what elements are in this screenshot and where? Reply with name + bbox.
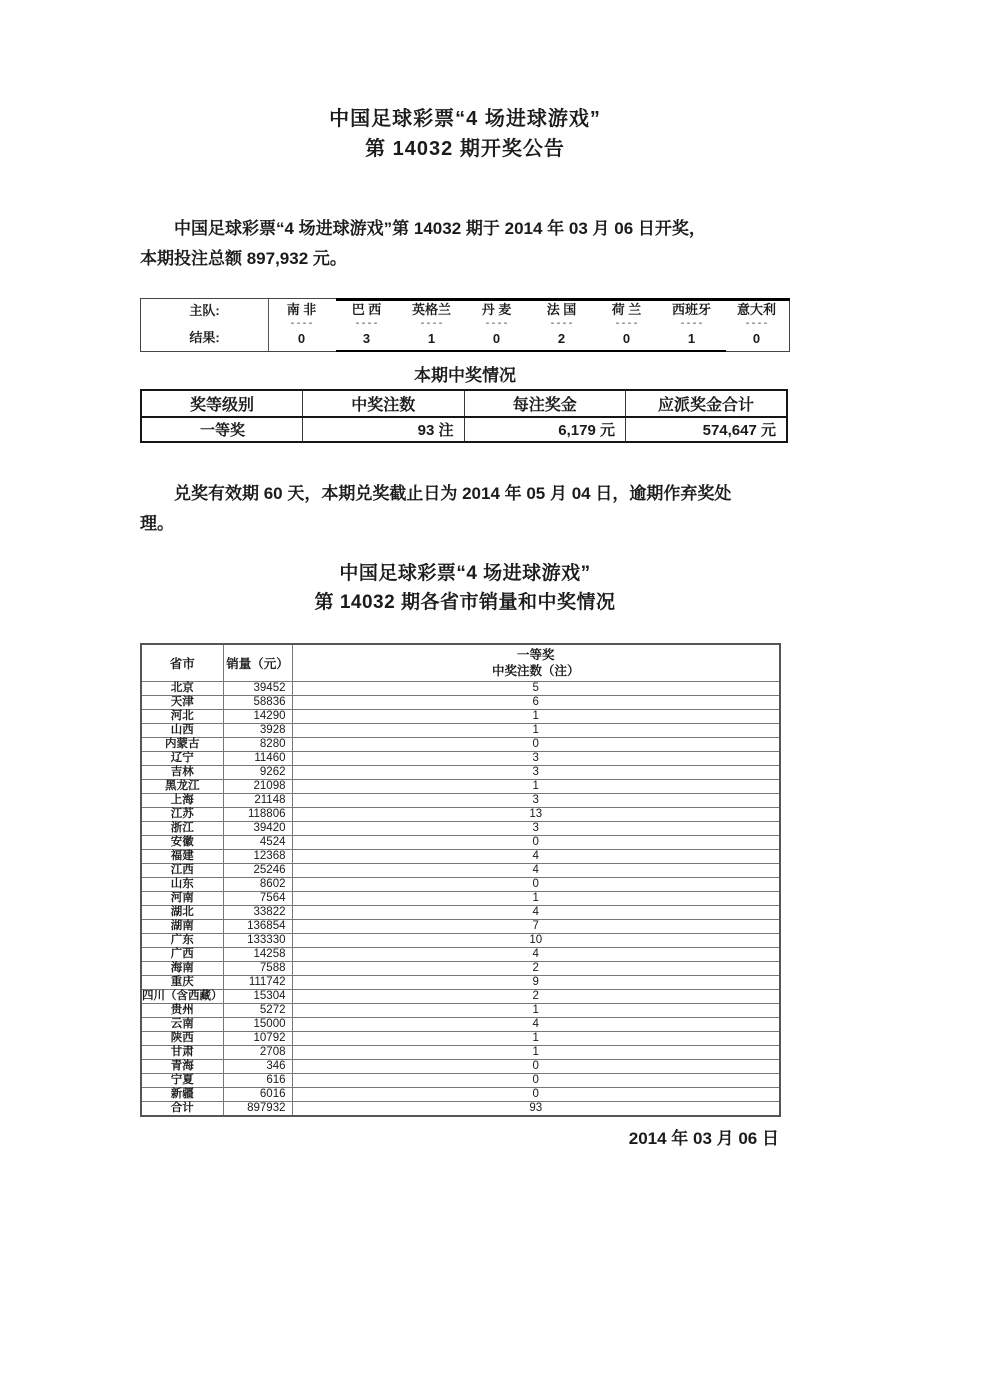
winning-bets-cell: 1 xyxy=(292,723,780,737)
separator-dashes: ---- xyxy=(614,318,639,330)
team-name: 荷 兰 xyxy=(611,302,642,317)
table-row xyxy=(141,877,780,891)
winning-bets-cell: 4 xyxy=(292,863,780,877)
match-column xyxy=(594,299,659,351)
sales-cell: 7564 xyxy=(223,891,292,905)
match-result: 1 xyxy=(687,331,696,346)
team-name: 英格兰 xyxy=(411,302,451,317)
winning-bets-cell: 2 xyxy=(292,961,780,975)
match-table-labels xyxy=(141,299,269,351)
province-cell: 合计 xyxy=(141,1101,223,1116)
sales-cell: 111742 xyxy=(223,975,292,989)
sales-cell: 346 xyxy=(223,1059,292,1073)
separator-dashes: ---- xyxy=(744,318,769,330)
province-cell: 湖北 xyxy=(141,905,223,919)
province-cell: 江苏 xyxy=(141,807,223,821)
prize-header-row xyxy=(141,390,787,417)
sales-cell: 58836 xyxy=(223,695,292,709)
scan-thick-border-top xyxy=(336,298,790,301)
table-row xyxy=(141,975,780,989)
table-row xyxy=(141,947,780,961)
province-cell: 黑龙江 xyxy=(141,779,223,793)
province-header: 省市 xyxy=(141,644,223,681)
province-cell: 河南 xyxy=(141,891,223,905)
table-row xyxy=(141,737,780,751)
table-row xyxy=(141,779,780,793)
winning-bets-cell: 4 xyxy=(292,947,780,961)
prize-header-total: 应派奖金合计 xyxy=(626,390,788,417)
winning-bets-cell: 3 xyxy=(292,793,780,807)
team-name: 南 非 xyxy=(286,302,317,317)
sales-cell: 10792 xyxy=(223,1031,292,1045)
sales-cell: 11460 xyxy=(223,751,292,765)
province-table-body xyxy=(141,681,780,1116)
table-row xyxy=(141,751,780,765)
province-title-line-2: 第 14032 期各省市销量和中奖情况 xyxy=(314,592,616,613)
winning-bets-cell: 13 xyxy=(292,807,780,821)
prize-data-row xyxy=(141,417,787,442)
sales-cell: 3928 xyxy=(223,723,292,737)
province-cell: 吉林 xyxy=(141,765,223,779)
announcement-title xyxy=(140,0,790,164)
prize-header-count: 中奖注数 xyxy=(303,390,465,417)
winning-bets-cell: 93 xyxy=(292,1101,780,1116)
winning-bets-cell: 7 xyxy=(292,919,780,933)
match-result: 3 xyxy=(362,331,371,346)
province-cell: 内蒙古 xyxy=(141,737,223,751)
sales-cell: 15000 xyxy=(223,1017,292,1031)
province-cell: 宁夏 xyxy=(141,1073,223,1087)
province-cell: 海南 xyxy=(141,961,223,975)
redeem-paragraph xyxy=(140,479,790,539)
sales-cell: 39452 xyxy=(223,681,292,695)
sales-cell: 9262 xyxy=(223,765,292,779)
province-header-row xyxy=(141,644,780,681)
sales-cell: 897932 xyxy=(223,1101,292,1116)
document-page xyxy=(140,0,790,1149)
prize-total-value: 574,647 元 xyxy=(626,417,788,442)
province-cell: 山西 xyxy=(141,723,223,737)
table-row xyxy=(141,723,780,737)
sales-cell: 14290 xyxy=(223,709,292,723)
province-cell: 江西 xyxy=(141,863,223,877)
winning-bets-cell: 3 xyxy=(292,751,780,765)
sales-cell: 5272 xyxy=(223,1003,292,1017)
table-row xyxy=(141,863,780,877)
prize-section-title: 本期中奖情况 xyxy=(414,366,516,385)
match-column xyxy=(334,299,399,351)
separator-dashes: ---- xyxy=(354,318,379,330)
province-cell: 陕西 xyxy=(141,1031,223,1045)
sales-cell: 39420 xyxy=(223,821,292,835)
province-cell: 安徽 xyxy=(141,835,223,849)
prize-count-value: 93 注 xyxy=(303,417,465,442)
separator-dashes: ---- xyxy=(484,318,509,330)
table-row xyxy=(141,681,780,695)
winning-bets-cell: 0 xyxy=(292,1087,780,1101)
redeem-line-1: 兑奖有效期 60 天，本期兑奖截止日为 2014 年 05 月 04 日，逾期作弃奖处 xyxy=(174,484,732,503)
sales-cell: 21148 xyxy=(223,793,292,807)
winning-bets-cell: 1 xyxy=(292,1003,780,1017)
intro-line-2: 本期投注总额 897,932 元。 xyxy=(140,249,347,268)
separator-dashes: ---- xyxy=(679,318,704,330)
winning-bets-cell: 1 xyxy=(292,779,780,793)
sales-cell: 136854 xyxy=(223,919,292,933)
table-row xyxy=(141,821,780,835)
table-row xyxy=(141,933,780,947)
sales-cell: 8602 xyxy=(223,877,292,891)
match-results-table xyxy=(140,298,790,352)
document-date: 2014 年 03 月 06 日 xyxy=(628,1128,779,1148)
province-cell: 湖南 xyxy=(141,919,223,933)
scan-thick-border-bottom xyxy=(336,350,726,353)
team-name: 法 国 xyxy=(546,302,577,317)
province-cell: 浙江 xyxy=(141,821,223,835)
table-row xyxy=(141,1073,780,1087)
table-row xyxy=(141,793,780,807)
result-label: 结果: xyxy=(189,330,220,345)
province-cell: 重庆 xyxy=(141,975,223,989)
winning-bets-cell: 1 xyxy=(292,1031,780,1045)
sales-cell: 133330 xyxy=(223,933,292,947)
match-column xyxy=(399,299,464,351)
intro-paragraph xyxy=(140,214,790,274)
separator-dashes: ---- xyxy=(419,318,444,330)
province-cell: 新疆 xyxy=(141,1087,223,1101)
first-prize-header-line1: 一等奖 xyxy=(516,647,555,662)
table-row xyxy=(141,919,780,933)
winning-bets-cell: 2 xyxy=(292,989,780,1003)
sales-cell: 12368 xyxy=(223,849,292,863)
match-column xyxy=(529,299,594,351)
sales-cell: 118806 xyxy=(223,807,292,821)
home-team-label: 主队: xyxy=(189,303,220,318)
province-cell: 云南 xyxy=(141,1017,223,1031)
match-result: 1 xyxy=(427,331,436,346)
table-row xyxy=(141,1059,780,1073)
winning-bets-cell: 0 xyxy=(292,877,780,891)
province-cell: 贵州 xyxy=(141,1003,223,1017)
table-row xyxy=(141,709,780,723)
winning-bets-cell: 0 xyxy=(292,1059,780,1073)
prize-per-bet-value: 6,179 元 xyxy=(464,417,626,442)
table-row xyxy=(141,961,780,975)
sales-cell: 8280 xyxy=(223,737,292,751)
table-row xyxy=(141,1031,780,1045)
table-row xyxy=(141,835,780,849)
match-columns xyxy=(269,299,789,351)
province-cell: 广东 xyxy=(141,933,223,947)
winning-bets-cell: 10 xyxy=(292,933,780,947)
table-row xyxy=(141,891,780,905)
intro-line-1: 中国足球彩票“4 场进球游戏”第 14032 期于 2014 年 03 月 06 日开奖， xyxy=(174,219,706,238)
team-name: 意大利 xyxy=(736,302,776,317)
sales-cell: 15304 xyxy=(223,989,292,1003)
winning-bets-cell: 1 xyxy=(292,709,780,723)
table-row xyxy=(141,1045,780,1059)
table-row xyxy=(141,989,780,1003)
match-result: 2 xyxy=(557,331,566,346)
table-row xyxy=(141,1101,780,1116)
province-cell: 福建 xyxy=(141,849,223,863)
sales-cell: 7588 xyxy=(223,961,292,975)
province-cell: 青海 xyxy=(141,1059,223,1073)
title-line-2: 第 14032 期开奖公告 xyxy=(365,138,565,160)
separator-dashes: ---- xyxy=(289,318,314,330)
province-cell: 上海 xyxy=(141,793,223,807)
province-sales-table xyxy=(140,643,781,1117)
separator-dashes: ---- xyxy=(549,318,574,330)
table-row xyxy=(141,1003,780,1017)
match-column xyxy=(724,299,789,351)
match-result: 0 xyxy=(622,331,631,346)
team-name: 巴 西 xyxy=(351,302,382,317)
match-column xyxy=(269,299,334,351)
table-row xyxy=(141,1017,780,1031)
sales-cell: 25246 xyxy=(223,863,292,877)
province-cell: 北京 xyxy=(141,681,223,695)
winning-bets-cell: 3 xyxy=(292,765,780,779)
winning-bets-cell: 4 xyxy=(292,905,780,919)
table-row xyxy=(141,1087,780,1101)
province-section-title xyxy=(140,559,790,617)
sales-cell: 616 xyxy=(223,1073,292,1087)
match-result: 0 xyxy=(752,331,761,346)
title-line-1: 中国足球彩票“4 场进球游戏” xyxy=(329,108,601,130)
winning-bets-cell: 4 xyxy=(292,849,780,863)
sales-cell: 21098 xyxy=(223,779,292,793)
redeem-line-2: 理。 xyxy=(140,514,174,533)
province-cell: 辽宁 xyxy=(141,751,223,765)
table-row xyxy=(141,849,780,863)
table-row xyxy=(141,905,780,919)
table-row xyxy=(141,695,780,709)
match-column xyxy=(464,299,529,351)
winning-bets-cell: 6 xyxy=(292,695,780,709)
sales-cell: 2708 xyxy=(223,1045,292,1059)
province-cell: 天津 xyxy=(141,695,223,709)
province-cell: 甘肃 xyxy=(141,1045,223,1059)
province-cell: 山东 xyxy=(141,877,223,891)
first-prize-header xyxy=(292,644,780,681)
winning-bets-cell: 1 xyxy=(292,891,780,905)
prize-table xyxy=(140,389,788,443)
sales-cell: 6016 xyxy=(223,1087,292,1101)
sales-cell: 33822 xyxy=(223,905,292,919)
winning-bets-cell: 9 xyxy=(292,975,780,989)
match-result: 0 xyxy=(492,331,501,346)
match-result: 0 xyxy=(297,331,306,346)
sales-header: 销量（元） xyxy=(223,644,292,681)
province-cell: 广西 xyxy=(141,947,223,961)
province-cell: 河北 xyxy=(141,709,223,723)
winning-bets-cell: 0 xyxy=(292,835,780,849)
winning-bets-cell: 1 xyxy=(292,1045,780,1059)
sales-cell: 14258 xyxy=(223,947,292,961)
winning-bets-cell: 0 xyxy=(292,737,780,751)
team-name: 西班牙 xyxy=(671,302,711,317)
province-cell: 四川（含西藏） xyxy=(142,989,223,1002)
province-title-line-1: 中国足球彩票“4 场进球游戏” xyxy=(339,563,591,584)
table-row xyxy=(141,765,780,779)
table-row xyxy=(141,807,780,821)
match-column xyxy=(659,299,724,351)
prize-header-level: 奖等级别 xyxy=(141,390,303,417)
winning-bets-cell: 0 xyxy=(292,1073,780,1087)
winning-bets-cell: 3 xyxy=(292,821,780,835)
prize-level-value: 一等奖 xyxy=(141,417,303,442)
winning-bets-cell: 5 xyxy=(292,681,780,695)
team-name: 丹 麦 xyxy=(481,302,512,317)
winning-bets-cell: 4 xyxy=(292,1017,780,1031)
prize-header-per-bet: 每注奖金 xyxy=(464,390,626,417)
sales-cell: 4524 xyxy=(223,835,292,849)
first-prize-header-line2: 中奖注数（注） xyxy=(491,663,580,678)
